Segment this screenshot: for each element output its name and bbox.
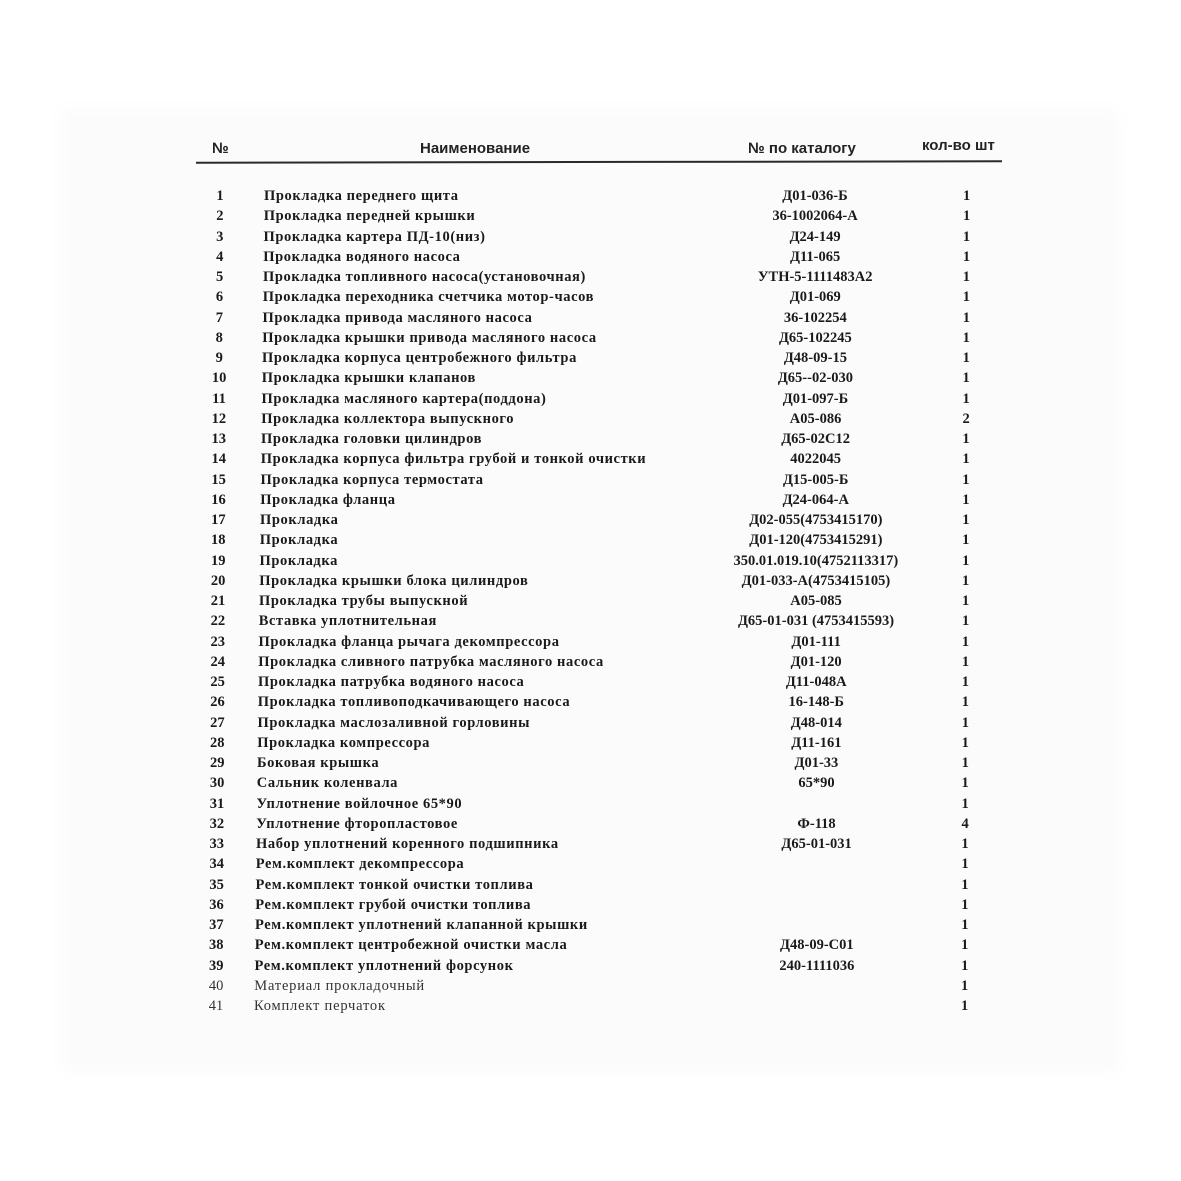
row-name: Прокладка крышки блока цилиндров <box>259 572 529 589</box>
row-quantity: 1 <box>963 188 971 204</box>
table-row <box>0 996 1181 1016</box>
table-row <box>0 875 1181 895</box>
row-name: Прокладка <box>259 532 339 549</box>
row-quantity: 1 <box>962 228 971 245</box>
row-quantity: 1 <box>961 836 969 852</box>
row-number: 41 <box>208 998 224 1014</box>
row-number: 22 <box>210 613 226 630</box>
table-row <box>0 753 1181 773</box>
row-name: Прокладка привода масляного насоса <box>262 309 533 326</box>
row-number: 38 <box>209 937 224 954</box>
row-catalog-number: Д48-09-С01 <box>780 937 854 954</box>
row-quantity: 1 <box>961 755 969 771</box>
row-number: 24 <box>210 653 225 670</box>
table-row <box>0 935 1181 955</box>
row-quantity: 1 <box>962 491 970 508</box>
row-name: Рем.комплект декомпрессора <box>255 856 465 873</box>
table-row <box>0 348 1181 368</box>
row-number: 12 <box>211 410 227 427</box>
header-catalog: № по каталогу <box>748 140 856 157</box>
row-quantity: 1 <box>962 248 971 265</box>
row-name: Прокладка <box>260 512 339 528</box>
row-name: Прокладка крышки клапанов <box>261 370 476 387</box>
table-row <box>0 915 1181 935</box>
row-catalog-number: Д01-036-Б <box>782 188 848 204</box>
row-quantity: 1 <box>962 532 970 549</box>
header-number: № <box>212 140 229 157</box>
row-name: Рем.комплект тонкой очистки топлива <box>255 876 534 893</box>
table-row <box>0 449 1181 469</box>
row-name: Прокладка картера ПД-10(низ) <box>263 228 486 245</box>
row-name: Прокладка трубы выпускной <box>259 593 469 609</box>
table-row <box>0 733 1181 753</box>
table-row <box>0 186 1181 206</box>
table-row <box>0 490 1181 510</box>
row-catalog-number: Д11-048А <box>785 674 847 690</box>
row-number: 1 <box>216 188 224 204</box>
row-number: 28 <box>210 734 225 751</box>
row-name: Прокладка корпуса фильтра грубой и тонкой очистки <box>260 451 647 468</box>
row-quantity: 1 <box>962 329 970 346</box>
table-row <box>0 328 1181 348</box>
row-name: Рем.комплект грубой очистки топлива <box>255 896 532 913</box>
row-catalog-number: 36-102254 <box>783 309 847 326</box>
row-catalog-number: 350.01.019.10(4752113317) <box>733 552 899 569</box>
row-name: Прокладка переднего щита <box>264 188 459 204</box>
row-name: Прокладка коллектора выпускного <box>261 410 515 427</box>
row-number: 7 <box>215 309 224 326</box>
row-number: 15 <box>211 471 226 488</box>
row-number: 23 <box>210 633 226 650</box>
row-number: 21 <box>210 593 226 609</box>
row-catalog-number: Д11-065 <box>790 248 841 265</box>
row-catalog-number: 65*90 <box>798 775 835 792</box>
row-catalog-number: Д48-09-15 <box>783 350 847 366</box>
row-quantity: 2 <box>962 410 970 427</box>
row-quantity: 1 <box>961 856 969 873</box>
row-quantity: 1 <box>961 775 969 792</box>
row-name: Прокладка водяного насоса <box>263 248 461 265</box>
row-number: 4 <box>216 248 224 265</box>
row-catalog-number: А05-085 <box>790 593 842 609</box>
row-quantity: 1 <box>962 552 970 569</box>
row-catalog-number: Д01-120(4753415291) <box>749 532 883 549</box>
row-number: 6 <box>215 289 224 306</box>
table-row <box>0 895 1181 915</box>
row-catalog-number: 240-1111036 <box>779 957 855 974</box>
row-number: 33 <box>209 836 225 852</box>
table-row <box>0 510 1181 530</box>
table-row <box>0 713 1181 733</box>
row-quantity: 1 <box>962 593 970 609</box>
table-row <box>0 389 1181 409</box>
row-catalog-number: Д24-149 <box>789 228 841 245</box>
row-number: 3 <box>216 228 224 245</box>
row-name: Прокладка фланца <box>260 491 396 508</box>
row-name: Рем.комплект центробежной очистки масла <box>254 937 568 954</box>
table-row <box>0 429 1181 449</box>
row-number: 9 <box>215 350 223 366</box>
row-name: Прокладка топливоподкачивающего насоса <box>257 694 571 711</box>
row-number: 27 <box>210 714 225 731</box>
table-row <box>0 692 1181 712</box>
row-number: 13 <box>211 431 227 447</box>
table-row <box>0 794 1181 814</box>
row-catalog-number: Д01-097-Б <box>782 390 849 407</box>
row-quantity: 1 <box>962 309 970 326</box>
row-number: 37 <box>209 917 224 933</box>
table-row <box>0 956 1181 976</box>
table-row <box>0 773 1181 793</box>
table-row <box>0 247 1181 267</box>
row-catalog-number: Д01-120 <box>790 653 842 670</box>
row-catalog-number: Д65-102245 <box>778 329 852 346</box>
row-name: Прокладка <box>259 552 338 569</box>
row-catalog-number: Д48-014 <box>790 714 842 731</box>
table-row <box>0 368 1181 388</box>
table-row <box>0 571 1181 591</box>
row-quantity: 1 <box>961 957 969 974</box>
table-row <box>0 854 1181 874</box>
row-name: Рем.комплект уплотнений клапанной крышки <box>255 917 588 933</box>
row-quantity: 1 <box>961 937 969 954</box>
header-quantity: кол-во шт <box>922 137 995 154</box>
table-row <box>0 267 1181 287</box>
row-catalog-number: Д01-33 <box>794 755 839 771</box>
row-name: Уплотнение фторопластовое <box>256 815 458 832</box>
table-row <box>0 287 1181 307</box>
row-name: Набор уплотнений коренного подшипника <box>256 836 559 852</box>
row-number: 32 <box>209 815 225 832</box>
row-quantity: 1 <box>961 633 970 650</box>
row-number: 36 <box>209 896 224 913</box>
row-number: 5 <box>215 269 224 285</box>
row-catalog-number: Д65--02-030 <box>777 370 854 387</box>
row-quantity: 1 <box>961 653 970 670</box>
row-number: 26 <box>210 694 225 711</box>
row-quantity: 1 <box>961 734 969 751</box>
row-name: Прокладка патрубка водяного насоса <box>258 674 525 690</box>
row-name: Рем.комплект уплотнений форсунок <box>254 957 514 974</box>
row-name: Прокладка головки цилиндров <box>261 431 483 447</box>
row-catalog-number: УТН-5-1111483А2 <box>757 269 873 285</box>
row-quantity: 1 <box>961 876 969 893</box>
row-number: 14 <box>211 451 226 468</box>
row-quantity: 1 <box>962 350 970 366</box>
row-name: Прокладка масляного картера(поддона) <box>261 390 547 407</box>
row-name: Прокладка топливного насоса(установочная) <box>263 269 586 285</box>
row-name: Прокладка крышки привода масляного насоса <box>262 329 597 346</box>
row-number: 34 <box>209 856 224 873</box>
row-number: 35 <box>209 876 224 893</box>
row-quantity: 1 <box>961 998 969 1014</box>
row-name: Прокладка маслозаливной горловины <box>257 714 530 731</box>
row-number: 30 <box>209 775 225 792</box>
row-quantity: 1 <box>962 289 970 306</box>
table-row <box>0 834 1181 854</box>
row-name: Прокладка передней крышки <box>263 208 476 225</box>
table-row <box>0 409 1181 429</box>
row-quantity: 1 <box>961 977 969 994</box>
table-row <box>0 551 1181 571</box>
row-name: Сальник коленвала <box>256 775 399 792</box>
row-quantity: 1 <box>962 512 970 528</box>
table-row <box>0 814 1181 834</box>
table-row <box>0 308 1181 328</box>
row-name: Комплект перчаток <box>254 998 386 1014</box>
row-name: Прокладка сливного патрубка масляного насоса <box>258 653 604 670</box>
row-number: 11 <box>212 390 226 407</box>
table-row <box>0 530 1181 550</box>
row-catalog-number: Д01-033-А(4753415105) <box>741 572 891 589</box>
table-row <box>0 206 1181 226</box>
row-name: Вставка уплотнительная <box>258 613 437 630</box>
row-quantity: 1 <box>962 431 970 447</box>
row-name: Прокладка компрессора <box>257 734 431 751</box>
row-number: 16 <box>211 491 226 508</box>
row-name: Прокладка корпуса центробежного фильтра <box>262 350 577 366</box>
row-catalog-number: А05-086 <box>789 410 842 427</box>
table-row <box>0 632 1181 652</box>
table-row <box>0 470 1181 490</box>
row-number: 19 <box>210 552 226 569</box>
row-quantity: 1 <box>962 390 970 407</box>
row-number: 31 <box>209 795 225 812</box>
row-name: Прокладка корпуса термостата <box>260 471 484 488</box>
row-quantity: 1 <box>961 694 969 711</box>
row-catalog-number: Д01-111 <box>791 633 841 650</box>
row-catalog-number: Д65-01-031 (4753415593) <box>737 613 895 630</box>
row-quantity: 1 <box>961 714 969 731</box>
table-row <box>0 652 1181 672</box>
row-quantity: 1 <box>962 471 970 488</box>
row-number: 10 <box>211 370 227 387</box>
row-quantity: 1 <box>962 208 971 225</box>
row-catalog-number: Д02-055(4753415170) <box>749 512 883 528</box>
row-catalog-number: 36-1002064-А <box>772 208 858 225</box>
row-catalog-number: Д01-069 <box>789 289 841 306</box>
row-number: 39 <box>208 957 224 974</box>
row-quantity: 1 <box>962 451 970 468</box>
row-quantity: 4 <box>961 815 969 832</box>
header-name: Наименование <box>420 140 531 157</box>
row-name: Уплотнение войлочное 65*90 <box>256 795 463 812</box>
row-number: 25 <box>210 674 225 690</box>
row-catalog-number: 16-148-Б <box>788 694 844 711</box>
row-quantity: 1 <box>961 674 970 690</box>
row-quantity: 1 <box>962 370 970 387</box>
row-number: 17 <box>211 512 226 528</box>
row-number: 29 <box>209 755 225 771</box>
row-number: 2 <box>216 208 224 225</box>
row-catalog-number: Д24-064-А <box>782 491 849 508</box>
row-catalog-number: Д65-01-031 <box>781 836 852 852</box>
row-quantity: 1 <box>961 795 969 812</box>
row-quantity: 1 <box>961 613 970 630</box>
row-number: 18 <box>211 532 226 549</box>
row-catalog-number: Ф-118 <box>797 815 836 832</box>
row-catalog-number: Д15-005-Б <box>782 471 849 488</box>
row-catalog-number: Д65-02С12 <box>781 431 850 447</box>
table-row <box>0 976 1181 996</box>
row-name: Боковая крышка <box>257 755 380 771</box>
row-catalog-number: 4022045 <box>790 451 842 468</box>
row-catalog-number: Д11-161 <box>791 734 842 751</box>
table-row <box>0 227 1181 247</box>
row-quantity: 1 <box>962 572 970 589</box>
table-row <box>0 591 1181 611</box>
row-number: 8 <box>215 329 223 346</box>
row-number: 40 <box>208 977 224 994</box>
table-row <box>0 611 1181 631</box>
row-name: Прокладка фланца рычага декомпрессора <box>258 633 560 650</box>
row-quantity: 1 <box>961 896 969 913</box>
row-quantity: 1 <box>962 269 971 285</box>
row-name: Прокладка переходника счетчика мотор-часов <box>262 289 595 306</box>
table-row <box>0 672 1181 692</box>
row-number: 20 <box>210 572 226 589</box>
row-quantity: 1 <box>961 917 969 933</box>
row-name: Материал прокладочный <box>254 977 425 994</box>
